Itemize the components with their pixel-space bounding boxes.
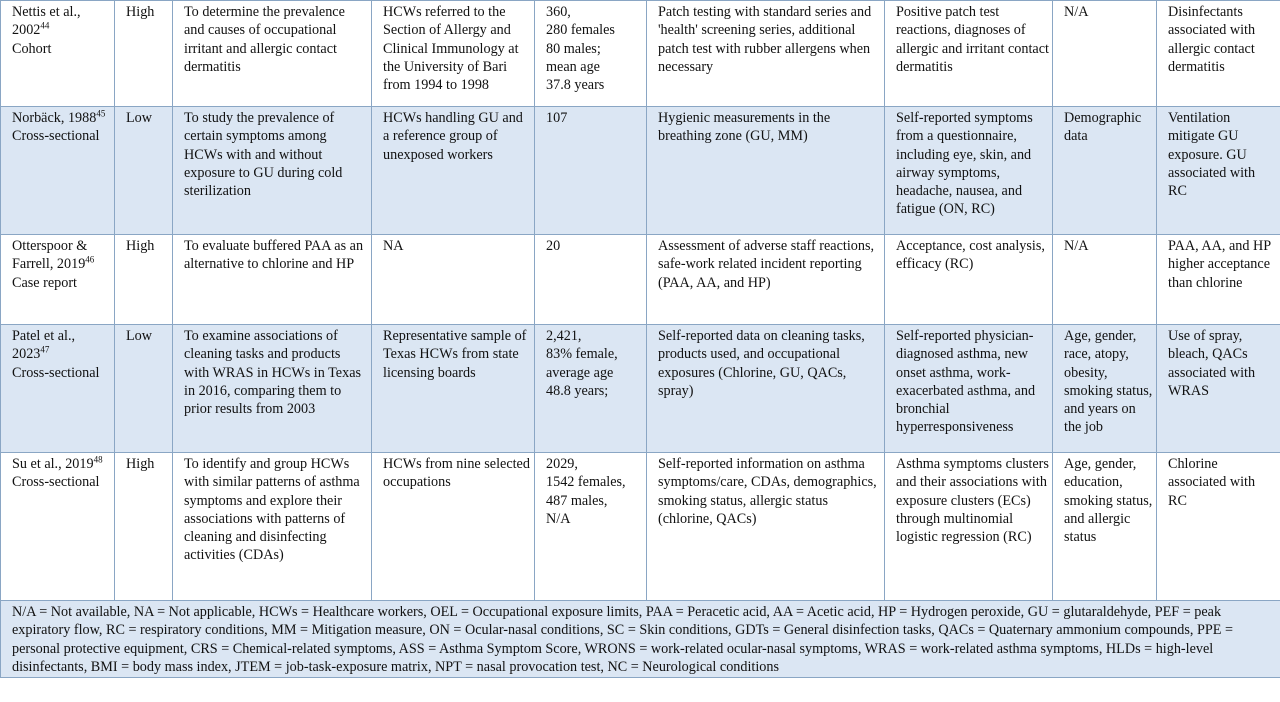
sample-line: 83% female, xyxy=(546,346,618,363)
sample-cell xyxy=(535,453,647,601)
table-row xyxy=(1,1,1280,107)
bias-cell: High xyxy=(115,453,173,601)
study-line: Otterspoor & Farrell, 2019 xyxy=(12,238,88,273)
sample-line: 80 males; xyxy=(546,40,601,57)
sample-line: average age xyxy=(546,364,614,381)
sample-line: 360, xyxy=(546,4,571,20)
objective-cell: To evaluate buffered PAA as an alternative to chlorine and HP xyxy=(173,235,372,325)
reference-number: 47 xyxy=(40,344,50,355)
confounders-cell: N/A xyxy=(1053,235,1157,325)
study-line: Norbäck, 1988 xyxy=(12,110,97,126)
reference-number: 45 xyxy=(96,108,106,119)
findings-cell: Chlorine associated with RC xyxy=(1157,453,1280,601)
sample-cell xyxy=(535,107,647,235)
reference-number: 44 xyxy=(40,20,50,31)
outcome-cell: Positive patch test reactions, diagnoses of allergic and irritant contact dermatitis xyxy=(885,1,1053,107)
objective-cell: To study the prevalence of certain symptoms among HCWs with and without exposure to GU during cold sterilization xyxy=(173,107,372,235)
confounders-cell: Demographic data xyxy=(1053,107,1157,235)
sample-line: 280 females xyxy=(546,22,615,39)
findings-cell: PAA, AA, and HP higher acceptance than chlorine xyxy=(1157,235,1280,325)
reference-number: 48 xyxy=(93,454,103,465)
findings-cell: Use of spray, bleach, QACs associated with WRAS xyxy=(1157,325,1280,453)
study-line: Patel et al., 2023 xyxy=(12,328,76,363)
study-cell xyxy=(1,235,115,325)
study-line: Cross-sectional xyxy=(12,364,100,381)
population-cell: NA xyxy=(372,235,535,325)
study-cell xyxy=(1,1,115,107)
outcome-cell: Self-reported physician-diagnosed asthma, new onset asthma, work-exacerbated asthma, and bronchial hyperresponsiveness xyxy=(885,325,1053,453)
study-cell xyxy=(1,325,115,453)
objective-cell: To identify and group HCWs with similar patterns of asthma symptoms and explore their associations with patterns of cleaning and disinfecting activities (CDAs) xyxy=(173,453,372,601)
sample-line: mean age xyxy=(546,58,600,75)
table-row xyxy=(1,325,1280,453)
table-body xyxy=(1,1,1280,601)
population-cell: HCWs handling GU and a reference group of unexposed workers xyxy=(372,107,535,235)
footnote: N/A = Not available, NA = Not applicable, HCWs = Healthcare workers, OEL = Occupational exposure limits, PAA = Peracetic acid, AA = Acetic acid, HP = Hydrogen peroxide, GU = glutaraldehyde, PEF = peak expiratory flow, RC = respiratory conditions, MM = Mitigation measure, ON = Ocular-nasal conditions, SC = Skin conditions, GDTs = General disinfection tasks, QACs = Quaternary ammonium compounds, PPE = personal protective equipment, CRS = Chemical-related symptoms, ASS = Asthma Symptom Score, WRONS = work-related ocular-nasal symptoms, WRAS = work-related asthma symptoms, HLDs = high-level disinfectants, BMI = body mass index, JTEM = job-task-exposure matrix, NPT = nasal provocation test, NC = Neurological conditions xyxy=(1,601,1280,678)
findings-cell: Disinfectants associated with allergic contact dermatitis xyxy=(1157,1,1280,107)
confounders-cell: Age, gender, education, smoking status, and allergic status xyxy=(1053,453,1157,601)
confounders-cell: Age, gender, race, atopy, obesity, smoking status, and years on the job xyxy=(1053,325,1157,453)
bias-cell: Low xyxy=(115,107,173,235)
findings-cell: Ventilation mitigate GU exposure. GU associated with RC xyxy=(1157,107,1280,235)
bias-cell: Low xyxy=(115,325,173,453)
study-line: Cross-sectional xyxy=(12,474,100,491)
table-row xyxy=(1,235,1280,325)
sample-cell xyxy=(535,325,647,453)
sample-line: 107 xyxy=(546,110,568,126)
objective-cell: To examine associations of cleaning tasks and products with WRAS in HCWs in Texas in 2016, comparing them to prior results from 2003 xyxy=(173,325,372,453)
study-cell xyxy=(1,107,115,235)
population-cell: HCWs referred to the Section of Allergy and Clinical Immunology at the University of Bari from 1994 to 1998 xyxy=(372,1,535,107)
outcome-cell: Acceptance, cost analysis, efficacy (RC) xyxy=(885,235,1053,325)
bias-cell: High xyxy=(115,1,173,107)
confounders-cell: N/A xyxy=(1053,1,1157,107)
population-cell: HCWs from nine selected occupations xyxy=(372,453,535,601)
outcome-cell: Self-reported symptoms from a questionnaire, including eye, skin, and airway symptoms, headache, nausea, and fatigue (ON, RC) xyxy=(885,107,1053,235)
population-cell: Representative sample of Texas HCWs from state licensing boards xyxy=(372,325,535,453)
sample-cell xyxy=(535,235,647,325)
exposure-cell: Self-reported data on cleaning tasks, products used, and occupational exposures (Chlorine, GU, QACs, spray) xyxy=(647,325,885,453)
outcome-cell: Asthma symptoms clusters and their associations with exposure clusters (ECs) through multinomial logistic regression (RC) xyxy=(885,453,1053,601)
sample-line: 1542 females, xyxy=(546,474,626,491)
sample-line: 48.8 years; xyxy=(546,382,609,399)
sample-line: 487 males, xyxy=(546,492,608,509)
sample-line: 37.8 years xyxy=(546,77,605,94)
sample-line: 20 xyxy=(546,238,561,254)
exposure-cell: Self-reported information on asthma symptoms/care, CDAs, demographics, smoking status, allergic status (chlorine, QACs) xyxy=(647,453,885,601)
study-cell xyxy=(1,453,115,601)
exposure-cell: Hygienic measurements in the breathing zone (GU, MM) xyxy=(647,107,885,235)
study-line: Nettis et al., 2002 xyxy=(12,4,81,39)
sample-line: 2,421, xyxy=(546,328,582,344)
study-line: Cross-sectional xyxy=(12,128,100,145)
reference-number: 46 xyxy=(85,254,95,265)
sample-line: N/A xyxy=(546,510,571,527)
exposure-cell: Patch testing with standard series and 'health' screening series, additional patch test with rubber allergens when necessary xyxy=(647,1,885,107)
bias-cell: High xyxy=(115,235,173,325)
study-line: Case report xyxy=(12,274,78,291)
table-row xyxy=(1,107,1280,235)
study-line: Cohort xyxy=(12,40,52,57)
sample-cell xyxy=(535,1,647,107)
sample-line: 2029, xyxy=(546,456,578,472)
study-line: Su et al., 2019 xyxy=(12,456,94,472)
exposure-cell: Assessment of adverse staff reactions, safe-work related incident reporting (PAA, AA, and HP) xyxy=(647,235,885,325)
objective-cell: To determine the prevalence and causes of occupational irritant and allergic contact dermatitis xyxy=(173,1,372,107)
table-row xyxy=(1,453,1280,601)
